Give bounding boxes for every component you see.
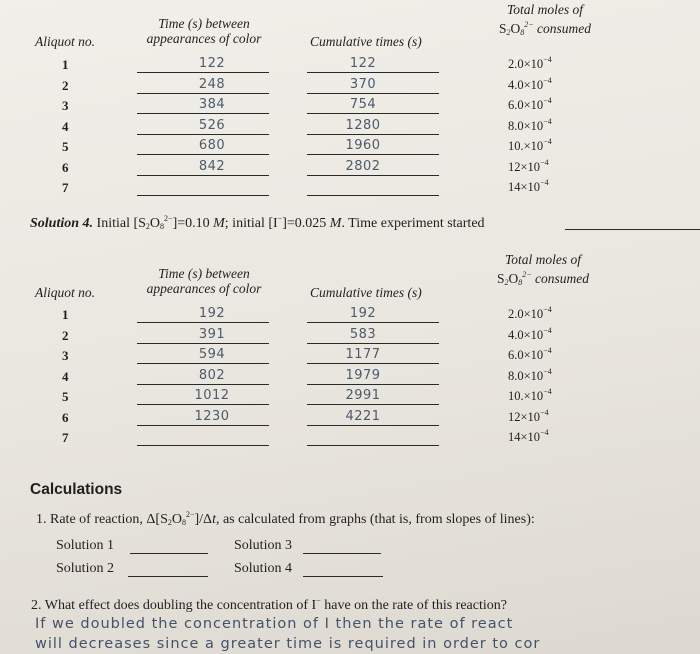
table2-moles-value: $8.0\times 10^{-4}$ bbox=[508, 366, 552, 383]
table1-cumulative-underline bbox=[307, 93, 439, 94]
table2-moles-value: $2.0\times 10^{-4}$ bbox=[508, 305, 552, 321]
table1-cumulative-value: 122 bbox=[349, 56, 377, 71]
table2-aliquot-number: 7 bbox=[62, 430, 69, 445]
table2-aliquot-number: 2 bbox=[62, 327, 69, 343]
solution3-label: Solution 3 bbox=[234, 538, 292, 553]
table2-moles-header: Total moles of $S_2O_8^{2-}$ consumed bbox=[496, 252, 590, 287]
table1-time-value: 842 bbox=[198, 158, 226, 174]
table1-time-underline bbox=[137, 175, 269, 176]
solution2-blank bbox=[128, 576, 208, 577]
table1-moles-value: $12\times 10^{-4}$ bbox=[508, 157, 549, 174]
table1-aliquot-number: 4 bbox=[62, 118, 69, 134]
table2-cumulative-underline bbox=[307, 445, 439, 446]
table2-time-value: 1230 bbox=[194, 408, 230, 424]
table2-cumulative-value: 1177 bbox=[345, 347, 381, 362]
table2-aliquot-number: 3 bbox=[62, 348, 69, 363]
question-2: 2. What effect does doubling the concentration of I− have on the rate of this reaction? bbox=[31, 596, 507, 613]
table1-cumulative-underline bbox=[307, 154, 439, 155]
table1-moles-value: $14\times 10^{-4}$ bbox=[508, 178, 549, 194]
table2-cumulative-value: 1979 bbox=[345, 367, 381, 383]
table1-aliquot-number: 5 bbox=[62, 139, 69, 154]
table2-cumulative-underline bbox=[307, 343, 439, 344]
table2-cumulative-value: 2991 bbox=[345, 388, 381, 403]
table2-time-underline bbox=[137, 404, 269, 405]
table2-aliquot-header: Aliquot no. bbox=[35, 285, 95, 300]
table2-cumulative-underline bbox=[307, 322, 439, 323]
table1-cumulative-underline bbox=[307, 113, 439, 114]
table2-cumulative-underline bbox=[307, 425, 439, 426]
handwritten-answer-line1: If we doubled the concentration of I then the rate of react bbox=[35, 616, 514, 632]
table1-moles-value: $2.0\times 10^{-4}$ bbox=[508, 55, 552, 71]
table1-cumulative-underline bbox=[307, 72, 439, 73]
table2-cumulative-value: 192 bbox=[349, 306, 377, 321]
table2-time-underline bbox=[137, 322, 269, 323]
table1-cumulative-value: 2802 bbox=[345, 158, 381, 174]
table1-moles-value: $8.0\times 10^{-4}$ bbox=[508, 116, 552, 133]
table1-time-underline bbox=[137, 93, 269, 94]
table1-cumulative-value: 754 bbox=[349, 97, 377, 112]
table1-time-underline bbox=[137, 113, 269, 114]
table2-moles-value: $10.\times 10^{-4}$ bbox=[508, 387, 552, 403]
table2-time-value: 802 bbox=[198, 367, 226, 383]
table1-cumulative-underline bbox=[307, 175, 439, 176]
table1-cumulative-value: 370 bbox=[349, 76, 377, 92]
table2-cumulative-header: Cumulative times (s) bbox=[310, 285, 422, 300]
table1-time-underline bbox=[137, 72, 269, 73]
table2-time-underline bbox=[137, 363, 269, 364]
solution4-blank bbox=[303, 576, 383, 577]
table2-time-value: 1012 bbox=[194, 388, 230, 403]
table2-moles-value: $12\times 10^{-4}$ bbox=[508, 407, 549, 424]
table2-moles-value: $4.0\times 10^{-4}$ bbox=[508, 325, 552, 342]
table1-time-value: 122 bbox=[198, 56, 226, 71]
table2-moles-value: $14\times 10^{-4}$ bbox=[508, 428, 549, 444]
table2-cumulative-underline bbox=[307, 384, 439, 385]
table1-cumulative-header: Cumulative times (s) bbox=[310, 34, 422, 49]
table2-time-value: 594 bbox=[198, 347, 226, 362]
table1-cumulative-underline bbox=[307, 134, 439, 135]
table1-moles-value: $6.0\times 10^{-4}$ bbox=[508, 96, 552, 112]
table1-aliquot-number: 6 bbox=[62, 159, 69, 175]
calculations-heading: Calculations bbox=[30, 481, 123, 498]
table1-time-value: 248 bbox=[198, 76, 226, 92]
table1-aliquot-number: 1 bbox=[62, 57, 69, 72]
table2-time-underline bbox=[137, 343, 269, 344]
solution2-label: Solution 2 bbox=[56, 561, 114, 576]
question-1: 1. Rate of reaction, $\Delta[S_2O_8^{2-}]/\Delta t$, as calculated from graphs (that is, from slopes of lines): bbox=[36, 510, 535, 527]
table1-time-value: 384 bbox=[198, 97, 226, 112]
table1-cumulative-value: 1960 bbox=[345, 138, 381, 153]
table2-moles-value: $6.0\times 10^{-4}$ bbox=[508, 346, 552, 362]
table1-cumulative-underline bbox=[307, 195, 439, 196]
table1-time-header: Time (s) between appearances of color bbox=[146, 16, 262, 46]
table2-aliquot-number: 1 bbox=[62, 307, 69, 322]
start-time-blank bbox=[565, 229, 700, 230]
table2-aliquot-number: 5 bbox=[62, 389, 69, 404]
table2-time-underline bbox=[137, 445, 269, 446]
table2-time-value: 192 bbox=[198, 306, 226, 321]
table1-time-value: 680 bbox=[198, 138, 226, 153]
solution1-label: Solution 1 bbox=[56, 538, 114, 553]
table1-aliquot-number: 3 bbox=[62, 98, 69, 113]
table2-aliquot-number: 4 bbox=[62, 368, 69, 384]
table1-moles-header: Total moles of $S_2O_8^{2-}$ consumed bbox=[498, 2, 592, 37]
table2-time-underline bbox=[137, 384, 269, 385]
table2-time-underline bbox=[137, 425, 269, 426]
table1-moles-value: $4.0\times 10^{-4}$ bbox=[508, 75, 552, 92]
table1-aliquot-header: Aliquot no. bbox=[35, 34, 95, 49]
solution4-label: Solution 4 bbox=[234, 561, 292, 576]
table2-cumulative-underline bbox=[307, 363, 439, 364]
solution3-blank bbox=[303, 553, 381, 554]
table1-time-value: 526 bbox=[198, 117, 226, 133]
table1-aliquot-number: 2 bbox=[62, 77, 69, 93]
solution1-blank bbox=[130, 553, 208, 554]
table2-time-header: Time (s) between appearances of color bbox=[146, 266, 262, 296]
table1-aliquot-number: 7 bbox=[62, 180, 69, 195]
solution4-line: Solution 4. Initial $[S_2O_8^{2-}]=0.10$ M; initial [I−]=0.025 M. Time experiment started bbox=[30, 214, 485, 231]
table1-time-underline bbox=[137, 154, 269, 155]
handwritten-answer-line2: will decreases since a greater time is required in order to cor bbox=[35, 636, 541, 652]
table2-cumulative-value: 4221 bbox=[345, 408, 381, 424]
table1-time-underline bbox=[137, 134, 269, 135]
table1-time-underline bbox=[137, 195, 269, 196]
table1-moles-value: $10.\times 10^{-4}$ bbox=[508, 137, 552, 153]
table2-cumulative-underline bbox=[307, 404, 439, 405]
table2-time-value: 391 bbox=[198, 326, 226, 342]
table1-cumulative-value: 1280 bbox=[345, 117, 381, 133]
table2-aliquot-number: 6 bbox=[62, 409, 69, 425]
table2-cumulative-value: 583 bbox=[349, 326, 377, 342]
